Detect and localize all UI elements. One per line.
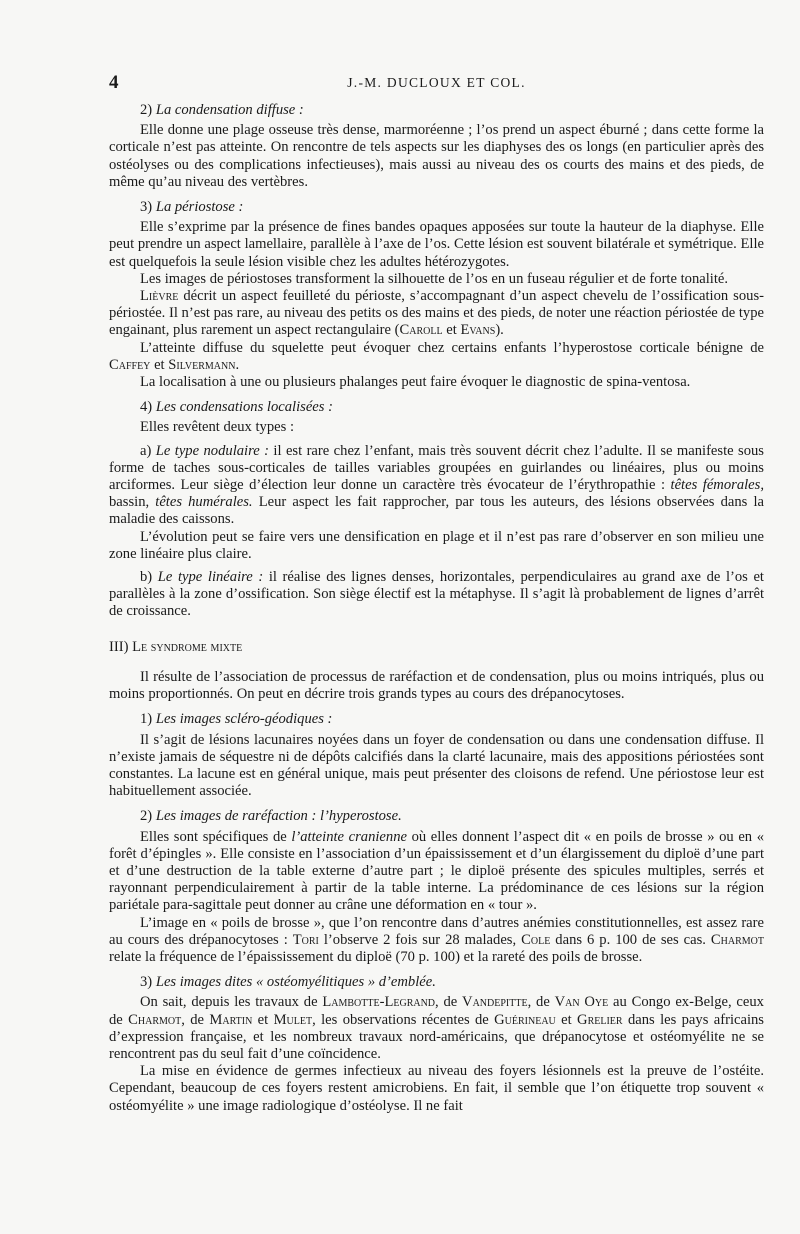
paragraph: Elle donne une plage osseuse très dense, marmoréenne ; l’os prend un aspect éburné ; dans cette forme la corticale n’est pas atteinte. On rencontre de tels aspects sur les diaphyses des os longs (en particulier après des ostéolyses ou des complications infectieuses), mais aussi au niveau des os courts des mains et des pieds, de même qu’au niveau des vertèbres. [109,122,764,190]
subheading-images-sclero-geodiques: 1) Les images scléro-géodiques : [140,711,333,728]
paragraph: Elle s’exprime par la présence de fines bandes opaques apposées sur toute la hauteur de la diaphyse. Elle peut prendre un aspect lamellaire, parallèle à l’axe de l’os. Cette lésion est souvent bilatérale et symétrique. Elle est quelquefois la seule lésion visible chez les adultes hétérozygotes. [109,219,764,270]
paragraph: Il résulte de l’association de processus de raréfaction et de condensation, plus ou moins intriqués, plus ou moins proportionnés. On peut en décrire trois grands types au cours des drépanocytoses. [109,668,764,703]
author-name: Charmot [128,1011,182,1028]
page-header [109,72,764,102]
subheading-images-de-rarefaction: 2) Les images de raréfaction : l’hyperostose. [140,808,402,825]
paragraph: Elles sont spécifiques de l’atteinte cranienne où elles donnent l’aspect dit « en poils de brosse » ou en « forêt d’épingles ». Elle consiste en l’association d’un épaississement et d’un élargissement du diploë d’une part et d’une destruction de la table externe d’autre part ; le diploë présente des spicules multiples, serrés et rayonnant perpendiculairement à partir de la table interne. La prédominance de ces lésions sur la région pariétale para-sagittale peut donner au crâne une déformation en « tour ». [109,828,764,914]
paragraph: L’image en « poils de brosse », que l’on rencontre dans d’autres anémies constitutionnelles, est assez rare au cours des drépanocytoses : Tori l’observe 2 fois sur 28 malades, Cole dans 6 p. 100 de ses cas. Charmot relate la fréquence de l’épaississement du diploë (70 p. 100) et la rareté des poils de brosse. [109,914,764,965]
author-name: Mulet [273,1011,313,1028]
author-name: Silvermann [168,356,236,373]
author-name: Charmot [710,931,764,948]
paragraph: La localisation à une ou plusieurs phalanges peut faire évoquer le diagnostic de spina-ventosa. [140,374,691,391]
subheading-condensations-localisees: 4) Les condensations localisées : [140,399,333,416]
running-title: J.-M. DUCLOUX ET COL. [347,75,526,90]
author-name: Lièvre [140,288,179,305]
author-name: Lambotte-Legrand [322,994,436,1011]
paragraph: L’atteinte diffuse du squelette peut évoquer chez certains enfants l’hyperostose corticale bénigne de Caffey et Silvermann. [109,339,764,373]
author-name: Caroll [399,322,443,339]
author-name: Caffey [109,356,151,373]
section-heading-syndrome-mixte: III) Le syndrome mixte [109,638,243,655]
paragraph-type-lineaire: b) Le type linéaire : il réalise des lignes denses, horizontales, perpendiculaires au grand axe de l’os et parallèles à la zone d’ossification. Son siège électif est la métaphyse. Il s’agit là probablement de lignes d’arrêt de croissance. [109,569,764,620]
paragraph: La mise en évidence de germes infectieux au niveau des foyers lésionnels est la preuve de l’ostéite. Cependant, beaucoup de ces foyers restent amicrobiens. En fait, il semble que l’on étiquette trop souvent « ostéomyélite » une image radiologique d’ostéolyse. Il ne fait [109,1063,764,1114]
author-name: Vandepitte [462,994,528,1011]
paragraph: Les images de périostoses transforment la silhouette de l’os en un fuseau régulier et de forte tonalité. [140,270,729,287]
subheading-images-osteomyelitiques: 3) Les images dites « ostéomyélitiques » d’emblée. [140,974,436,991]
author-name: Evans [460,322,496,339]
paragraph: Il s’agit de lésions lacunaires noyées dans un foyer de condensation ou dans une condensation diffuse. Il n’existe jamais de séquestre ni de dépôts calcifiés dans la clarté lacunaire, mais des appositions périostées sont constantes. La lacune est en général unique, mais peut présenter des cloisons de refend. Une périostose leur est habituellement associée. [109,731,764,800]
author-name: Guérineau [494,1011,556,1028]
paragraph: Elles revêtent deux types : [140,419,294,436]
paragraph-type-nodulaire: a) Le type nodulaire : il est rare chez l’enfant, mais très souvent décrit chez l’adulte. Il se manifeste sous forme de taches sous-corticales de tailles variables groupées en guirlandes ou linéaires, plus ou moins arciformes. Leur siège d’élection leur donne un caractère très évocateur de l’érythropathie : têtes fémorales, bassin, têtes humérales. Leur aspect les fait rapprocher, par tous les auteurs, des lésions observées dans la maladie des caissons. [109,442,764,528]
author-name: Grelier [577,1011,623,1028]
author-name: Martin [209,1011,253,1028]
paragraph: L’évolution peut se faire vers une densification en plage et il n’est pas rare d’observer en son milieu une zone linéaire plus claire. [109,528,764,562]
author-name: Cole [521,931,551,948]
author-name: Tori [292,931,319,948]
author-name: Van Oye [554,994,609,1011]
paragraph: Lièvre décrit un aspect feuilleté du périoste, s’accompagnant d’un aspect chevelu de l’ossification sous-périostée. Il n’est pas rare, au niveau des petits os des mains et des pieds, de noter une réaction périostée de type engainant, plus rarement un aspect rectangulaire (Caroll et Evans). [109,288,764,339]
paragraph: On sait, depuis les travaux de Lambotte-Legrand, de Vandepitte, de Van Oye au Congo ex-Belge, ceux de Charmot, de Martin et Mulet, les observations récentes de Guérineau et Grelier dans les pays africains d’expression française, et les nombreux travaux nord-américains, que drépanocytose et ostéomyélite ne se rencontrent pas du seul fait d’une coïncidence. [109,994,764,1062]
subheading-condensation-diffuse: 2) La condensation diffuse : [140,102,304,118]
article-body [109,102,764,1115]
subheading-periostose: 3) La périostose : [140,199,244,216]
page-number: 4 [109,72,119,93]
